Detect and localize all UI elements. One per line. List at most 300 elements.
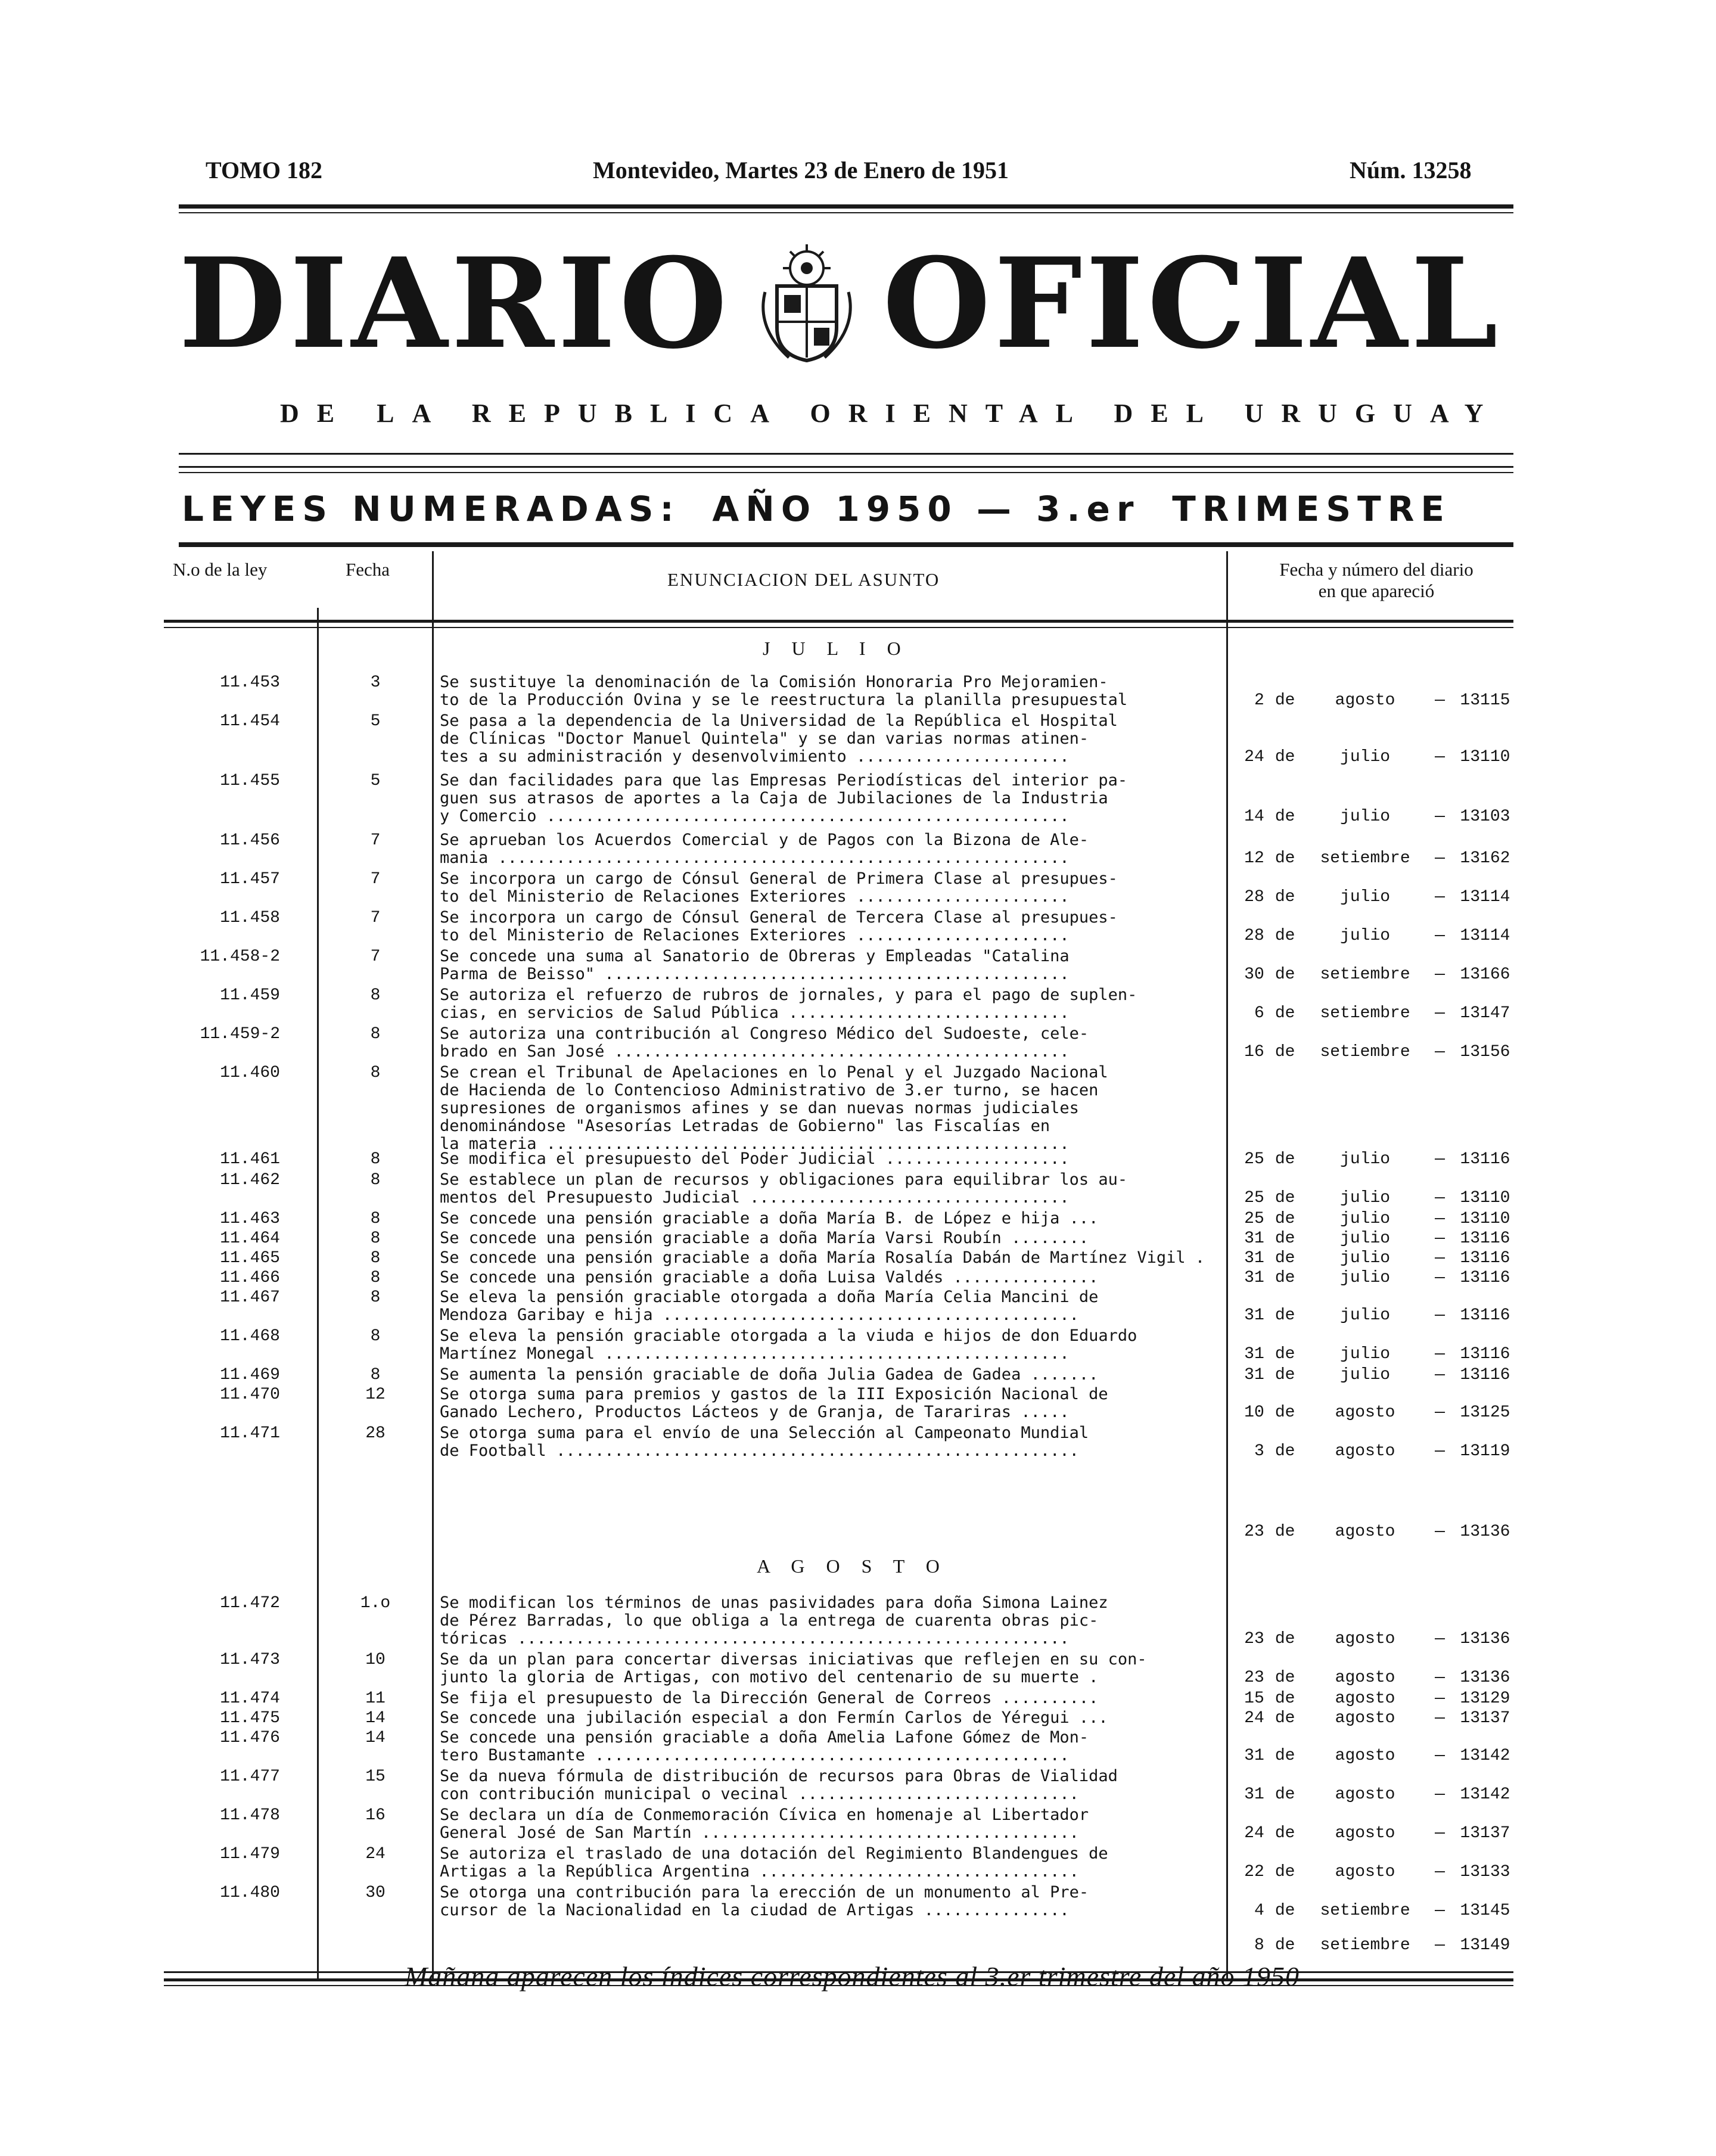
law-number: 11.460: [220, 1064, 280, 1082]
pub-number: 13129: [1460, 1689, 1510, 1708]
pub-de: de: [1274, 849, 1295, 868]
pub-dash: —: [1435, 1689, 1445, 1708]
pub-dash: —: [1435, 1523, 1445, 1541]
pub-day: 31: [1244, 1306, 1264, 1325]
pub-de: de: [1274, 1824, 1295, 1843]
law-number: 11.455: [220, 772, 280, 790]
law-subject: [440, 947, 1220, 983]
law-subject-line: la materia ......................................................: [440, 1135, 1070, 1153]
law-date: 8: [370, 1171, 381, 1189]
pub-month: julio: [1340, 1229, 1391, 1248]
law-subject: [440, 909, 1220, 945]
law-subject-line: Parma de Beisso" ................................................: [440, 965, 1070, 983]
law-subject-line: Se establece un plan de recursos y obligaciones para equilibrar los au-: [440, 1171, 1128, 1189]
law-subject-line: Se da nueva fórmula de distribución de recursos para Obras de Vialidad: [440, 1767, 1118, 1785]
section-heading: [182, 489, 1451, 529]
pub-dash: —: [1435, 1403, 1445, 1422]
pub-month: setiembre: [1320, 1936, 1410, 1955]
law-date: 14: [365, 1709, 386, 1728]
pub-dash: —: [1435, 1269, 1445, 1287]
law-date: 8: [370, 1025, 381, 1043]
pub-day: 4: [1254, 1902, 1264, 1920]
pub-de: de: [1274, 888, 1295, 906]
pub-number: 13137: [1460, 1824, 1510, 1843]
law-subject: [440, 1150, 1220, 1168]
law-number: 11.457: [220, 870, 280, 889]
law-11480-second-publication: [1233, 1936, 1519, 1955]
pub-dash: —: [1435, 1306, 1445, 1325]
pub-de: de: [1274, 1249, 1295, 1267]
pub-dash: —: [1435, 1824, 1445, 1843]
pub-number: 13114: [1460, 927, 1510, 945]
law-date: 5: [370, 772, 381, 790]
law-subject-line: Se concede una jubilación especial a don Fermín Carlos de Yéregui ...: [440, 1709, 1108, 1727]
law-subject: [440, 1385, 1220, 1421]
law-number: 11.459: [220, 986, 280, 1005]
pub-month: agosto: [1335, 1863, 1395, 1881]
law-number: 11.477: [220, 1767, 280, 1786]
coat-of-arms-icon: [753, 244, 860, 364]
law-subject: [440, 772, 1220, 825]
law-date: 11: [365, 1689, 386, 1708]
pub-day: 23: [1244, 1630, 1264, 1648]
law-subject: [440, 1025, 1220, 1061]
law-number: 11.459-2: [200, 1025, 280, 1043]
law-date: 14: [365, 1729, 386, 1747]
law-subject-line: Se sustituye la denominación de la Comisión Honoraria Pro Mejoramien-: [440, 673, 1108, 691]
law-subject: [440, 1845, 1220, 1881]
pub-de: de: [1274, 1689, 1295, 1708]
law-subject-line: tero Bustamante .................................................: [440, 1746, 1070, 1764]
law-publication: [1233, 1785, 1519, 1804]
pub-day: 31: [1244, 1345, 1264, 1363]
pub-month: setiembre: [1320, 1902, 1410, 1920]
pub-de: de: [1274, 1043, 1295, 1061]
law-subject-line: de Pérez Barradas, lo que obliga a la entrega de cuarenta obras pic-: [440, 1611, 1099, 1630]
pub-de: de: [1274, 1709, 1295, 1728]
pub-month: julio: [1340, 807, 1391, 826]
law-publication: [1233, 1689, 1519, 1708]
law-subject: [440, 1366, 1220, 1384]
law-number: 11.466: [220, 1269, 280, 1287]
pub-day: 31: [1244, 1249, 1264, 1267]
law-subject: [440, 673, 1220, 709]
pub-de: de: [1274, 965, 1295, 984]
pub-number: 13110: [1460, 1210, 1510, 1228]
pub-dash: —: [1435, 1345, 1445, 1363]
heading-rule: [179, 542, 1513, 547]
pub-day: 22: [1244, 1863, 1264, 1881]
column-header-published-line2: en que apareció: [1318, 580, 1435, 601]
law-subject-line: Se declara un día de Conmemoración Cívica en homenaje al Libertador: [440, 1806, 1089, 1824]
law-number: 11.454: [220, 712, 280, 731]
pub-day: 8: [1254, 1936, 1264, 1955]
pub-day: 2: [1254, 691, 1264, 710]
law-subject-line: y Comercio ......................................................: [440, 807, 1070, 825]
pub-day: 23: [1244, 1669, 1264, 1687]
pub-day: 25: [1244, 1189, 1264, 1207]
pub-month: setiembre: [1320, 965, 1410, 984]
law-subject: [440, 1424, 1220, 1460]
pub-dash: —: [1435, 1150, 1445, 1169]
pub-dash: —: [1435, 1747, 1445, 1765]
law-subject-line: guen sus atrasos de aportes a la Caja de Jubilaciones de la Industria: [440, 789, 1108, 807]
column-divider-1: [317, 608, 319, 1978]
pub-number: 13116: [1460, 1229, 1510, 1248]
pub-number: 13162: [1460, 849, 1510, 868]
law-subject-line: Se concede una pensión graciable a doña María Varsi Roubín ........: [440, 1229, 1089, 1247]
pub-de: de: [1274, 1306, 1295, 1325]
law-number: 11.458: [220, 909, 280, 927]
law-subject: [440, 1709, 1220, 1727]
law-date: 8: [370, 1150, 381, 1169]
law-subject-line: supresiones de organismos afines y se dan nuevas normas judiciales: [440, 1099, 1079, 1117]
law-subject-line: con contribución municipal o vecinal .............................: [440, 1785, 1079, 1803]
pub-de: de: [1274, 1366, 1295, 1384]
pub-number: 13133: [1460, 1863, 1510, 1881]
pub-day: 31: [1244, 1785, 1264, 1804]
law-number: 11.480: [220, 1884, 280, 1902]
law-date: 1.o: [360, 1594, 391, 1613]
pub-day: 24: [1244, 1709, 1264, 1728]
pub-dash: —: [1435, 849, 1445, 868]
column-header-subject: ENUNCIACION DEL ASUNTO: [667, 569, 940, 590]
law-subject-line: Se concede una pensión graciable a doña Luisa Valdés ...............: [440, 1269, 1099, 1287]
pub-month: julio: [1340, 748, 1391, 766]
law-subject-line: Se concede una pensión graciable a doña María B. de López e hija ...: [440, 1210, 1099, 1228]
pub-day: 15: [1244, 1689, 1264, 1708]
law-publication: [1233, 1043, 1519, 1061]
pub-month: julio: [1340, 888, 1391, 906]
law-subject: [440, 1729, 1220, 1764]
law-date: 12: [365, 1385, 386, 1404]
pub-de: de: [1274, 927, 1295, 945]
pub-day: 14: [1244, 807, 1264, 826]
law-number: 11.472: [220, 1594, 280, 1613]
pub-day: 31: [1244, 1366, 1264, 1384]
pub-de: de: [1274, 1345, 1295, 1363]
pub-dash: —: [1435, 1709, 1445, 1728]
law-number: 11.470: [220, 1385, 280, 1404]
law-number: 11.471: [220, 1424, 280, 1443]
law-subject: [440, 986, 1220, 1022]
law-subject: [440, 1327, 1220, 1363]
pub-month: agosto: [1335, 1785, 1395, 1804]
pub-month: julio: [1340, 1189, 1391, 1207]
pub-day: 31: [1244, 1269, 1264, 1287]
law-subject-line: Se otorga suma para el envío de una Selección al Campeonato Mundial: [440, 1424, 1089, 1442]
law-publication: [1233, 888, 1519, 906]
law-subject-line: to de la Producción Ovina y se le reestructura la planilla presupuestal: [440, 691, 1128, 709]
pub-day: 6: [1254, 1004, 1264, 1023]
pub-de: de: [1274, 1442, 1295, 1461]
pub-de: de: [1274, 1150, 1295, 1169]
pub-number: 13166: [1460, 965, 1510, 984]
pub-number: 13110: [1460, 1189, 1510, 1207]
law-date: 7: [370, 909, 381, 927]
law-date: 3: [370, 673, 381, 692]
pub-number: 13125: [1460, 1403, 1510, 1422]
law-number: 11.473: [220, 1651, 280, 1669]
pub-number: 13116: [1460, 1345, 1510, 1363]
law-subject-line: Mendoza Garibay e hija ...........................................: [440, 1306, 1079, 1324]
law-publication: [1233, 748, 1519, 766]
top-rule: [179, 204, 1513, 209]
pub-month: setiembre: [1320, 849, 1410, 868]
law-subject: [440, 1229, 1220, 1247]
pub-dash: —: [1435, 1630, 1445, 1648]
pub-month: agosto: [1335, 1709, 1395, 1728]
law-subject: [440, 1884, 1220, 1919]
law-subject-line: Se incorpora un cargo de Cónsul General de Primera Clase al presupues-: [440, 870, 1118, 888]
law-number: 11.475: [220, 1709, 280, 1728]
pub-month: julio: [1340, 1249, 1391, 1267]
pub-dash: —: [1435, 1669, 1445, 1687]
law-publication: [1233, 1630, 1519, 1648]
law-number: 11.467: [220, 1288, 280, 1307]
law-subject-line: denominándose "Asesorías Letradas de Gobierno" las Fiscalías en: [440, 1117, 1050, 1135]
masthead-rule-1: [179, 453, 1513, 455]
law-subject: [440, 1594, 1220, 1648]
law-subject-line: junto la gloria de Artigas, con motivo del centenario de su muerte .: [440, 1668, 1099, 1686]
pub-dash: —: [1435, 1004, 1445, 1023]
pub-de: de: [1274, 691, 1295, 710]
law-subject-line: Martínez Monegal ................................................: [440, 1344, 1070, 1363]
pub-de: de: [1274, 1785, 1295, 1804]
law-subject-line: Se concede una suma al Sanatorio de Obreras y Empleadas "Catalina: [440, 947, 1070, 965]
pub-month: setiembre: [1320, 1004, 1410, 1023]
law-publication: [1233, 1747, 1519, 1765]
pub-day: 10: [1244, 1403, 1264, 1422]
pub-de: de: [1274, 1210, 1295, 1228]
pub-day: 25: [1244, 1210, 1264, 1228]
pub-month: julio: [1340, 1345, 1391, 1363]
pub-month: agosto: [1335, 1442, 1395, 1461]
place-date: Montevideo, Martes 23 de Enero de 1951: [593, 157, 1009, 184]
pub-dash: —: [1435, 1863, 1445, 1881]
law-publication: [1233, 1229, 1519, 1248]
pub-month: agosto: [1335, 1747, 1395, 1765]
law-subject: [440, 712, 1220, 766]
law-publication: [1233, 927, 1519, 945]
law-subject-line: brado en San José ...............................................: [440, 1042, 1070, 1061]
masthead-word-left: DIARIO: [179, 231, 731, 377]
pub-day: 31: [1244, 1229, 1264, 1248]
column-header-date: Fecha: [346, 559, 390, 580]
law-date: 8: [370, 1064, 381, 1082]
law-subject-line: de Clínicas "Doctor Manuel Quintela" y se dan varias normas atinen-: [440, 729, 1089, 748]
pub-de: de: [1274, 807, 1295, 826]
law-number: 11.478: [220, 1806, 280, 1825]
pub-number: 13142: [1460, 1785, 1510, 1804]
law-date: 8: [370, 1288, 381, 1307]
pub-month: julio: [1340, 1210, 1391, 1228]
pub-de: de: [1274, 1669, 1295, 1687]
law-date: 7: [370, 947, 381, 966]
law-publication: [1233, 691, 1519, 710]
pub-month: agosto: [1335, 1824, 1395, 1843]
pub-de: de: [1274, 1269, 1295, 1287]
law-publication: [1233, 1345, 1519, 1363]
pub-number: 13110: [1460, 748, 1510, 766]
section-heading-right: TRIMESTRE: [1172, 489, 1451, 529]
footer-note: Mañana aparecen los índices correspondientes al 3.er trimestre del año 1950: [404, 1961, 1300, 1992]
pub-month: agosto: [1335, 1403, 1395, 1422]
column-divider-3: [1226, 551, 1228, 1978]
law-subject-line: Se fija el presupuesto de la Dirección General de Correos ..........: [440, 1689, 1099, 1707]
law-subject-line: Se concede una pensión graciable a doña Amelia Lafone Gómez de Mon-: [440, 1729, 1089, 1747]
pub-de: de: [1274, 1747, 1295, 1765]
law-subject-line: Se concede una pensión graciable a doña María Rosalía Dabán de Martínez Vigil .: [440, 1249, 1205, 1267]
law-subject: [440, 1249, 1220, 1267]
law-publication: [1233, 1150, 1519, 1169]
law-date: 24: [365, 1845, 386, 1863]
law-subject-line: Se eleva la pensión graciable otorgada a la viuda e hijos de don Eduardo: [440, 1327, 1137, 1345]
pub-de: de: [1274, 1403, 1295, 1422]
law-subject-line: Se autoriza el traslado de una dotación del Regimiento Blandengues de: [440, 1845, 1108, 1863]
column-divider-2: [432, 551, 434, 1978]
law-publication: [1233, 1366, 1519, 1384]
law-number: 11.458-2: [200, 947, 280, 966]
law-subject: [440, 1210, 1220, 1228]
issue-number: Núm. 13258: [1350, 157, 1472, 184]
pub-day: 25: [1244, 1150, 1264, 1169]
pub-number: 13149: [1460, 1936, 1510, 1955]
law-publication: [1233, 1824, 1519, 1843]
pub-number: 13116: [1460, 1150, 1510, 1169]
law-subject: [440, 870, 1220, 906]
pub-number: 13116: [1460, 1269, 1510, 1287]
law-date: 30: [365, 1884, 386, 1902]
law-date: 7: [370, 831, 381, 850]
law-number: 11.465: [220, 1249, 280, 1267]
law-subject-line: Se modifican los términos de unas pasividades para doña Simona Lainez: [440, 1594, 1108, 1612]
pub-number: 13116: [1460, 1306, 1510, 1325]
pub-day: 28: [1244, 888, 1264, 906]
pub-number: 13156: [1460, 1043, 1510, 1061]
law-subject-line: cias, en servicios de Salud Pública .............................: [440, 1004, 1070, 1022]
pub-day: 12: [1244, 849, 1264, 868]
pub-day: 3: [1254, 1442, 1264, 1461]
law-date: 8: [370, 1249, 381, 1267]
column-header-published: [1233, 559, 1519, 602]
law-number: 11.461: [220, 1150, 280, 1169]
law-date: 10: [365, 1651, 386, 1669]
pub-dash: —: [1435, 1210, 1445, 1228]
law-number: 11.463: [220, 1210, 280, 1228]
law-subject-line: to del Ministerio de Relaciones Exteriores ......................: [440, 887, 1070, 906]
law-subject-line: Se incorpora un cargo de Cónsul General de Tercera Clase al presupues-: [440, 909, 1118, 927]
law-number: 11.469: [220, 1366, 280, 1384]
pub-de: de: [1274, 1863, 1295, 1881]
law-date: 8: [370, 1327, 381, 1346]
law-subject-line: Se dan facilidades para que las Empresas Periodísticas del interior pa-: [440, 772, 1128, 790]
pub-dash: —: [1435, 1785, 1445, 1804]
law-subject-line: tóricas .........................................................: [440, 1629, 1070, 1648]
law-subject-line: Se da un plan para concertar diversas iniciativas que reflejen en su con-: [440, 1651, 1147, 1669]
law-date: 16: [365, 1806, 386, 1825]
law-publication: [1233, 1189, 1519, 1207]
law-subject-line: tes a su administración y desenvolvimiento ......................: [440, 747, 1070, 766]
pub-month: agosto: [1335, 1523, 1395, 1541]
pub-de: de: [1274, 1004, 1295, 1023]
law-publication: [1233, 1442, 1519, 1461]
pub-dash: —: [1435, 1043, 1445, 1061]
law-subject: [440, 1171, 1220, 1207]
pub-month: agosto: [1335, 1689, 1395, 1708]
law-subject-line: Artigas a la República Argentina .................................: [440, 1862, 1079, 1881]
law-subject: [440, 1767, 1220, 1803]
pub-month: julio: [1340, 1150, 1391, 1169]
law-publication: [1233, 1902, 1519, 1920]
law-number: 11.464: [220, 1229, 280, 1248]
law-number: 11.474: [220, 1689, 280, 1708]
pub-dash: —: [1435, 888, 1445, 906]
pub-number: 13116: [1460, 1249, 1510, 1267]
pub-number: 13136: [1460, 1523, 1510, 1541]
law-publication: [1233, 1863, 1519, 1881]
law-subject: [440, 831, 1220, 867]
pub-month: agosto: [1335, 1669, 1395, 1687]
law-subject-line: Se autoriza el refuerzo de rubros de jornales, y para el pago de suplen-: [440, 986, 1137, 1004]
pub-day: 28: [1244, 927, 1264, 945]
pub-dash: —: [1435, 807, 1445, 826]
top-rule-thin: [179, 212, 1513, 213]
law-subject: [440, 1269, 1220, 1287]
law-date: 8: [370, 986, 381, 1005]
pub-de: de: [1274, 1229, 1295, 1248]
pub-de: de: [1274, 1523, 1295, 1541]
masthead-subtitle: DE LA REPUBLICA ORIENTAL DEL URUGUAY: [280, 399, 1502, 428]
law-date: 5: [370, 712, 381, 731]
law-number: 11.456: [220, 831, 280, 850]
pub-month: julio: [1340, 927, 1391, 945]
column-header-law-number: N.o de la ley: [173, 559, 268, 580]
law-publication: [1233, 1004, 1519, 1023]
month-heading-august: A G O S T O: [757, 1555, 948, 1577]
law-date: 8: [370, 1269, 381, 1287]
law-date: 8: [370, 1210, 381, 1228]
pub-number: 13114: [1460, 888, 1510, 906]
column-header-rule: [164, 620, 1513, 623]
law-subject-line: cursor de la Nacionalidad en la ciudad de Artigas ...............: [440, 1901, 1070, 1919]
pub-dash: —: [1435, 691, 1445, 710]
pub-number: 13136: [1460, 1630, 1510, 1648]
law-date: 28: [365, 1424, 386, 1443]
law-subject-line: de Hacienda de lo Contencioso Administrativo de 3.er turno, se hacen: [440, 1081, 1099, 1099]
pub-dash: —: [1435, 1366, 1445, 1384]
section-heading-middle: AÑO 1950 — 3.er: [712, 489, 1140, 529]
law-subject-line: Ganado Lechero, Productos Lácteos y de Granja, de Tarariras .....: [440, 1403, 1070, 1421]
law-subject: [440, 1651, 1220, 1686]
law-date: 8: [370, 1366, 381, 1384]
law-number: 11.479: [220, 1845, 280, 1863]
pub-dash: —: [1435, 1442, 1445, 1461]
pub-de: de: [1274, 1902, 1295, 1920]
law-subject-line: Se otorga suma para premios y gastos de la III Exposición Nacional de: [440, 1385, 1108, 1403]
law-publication: [1233, 807, 1519, 826]
law-subject-line: Se autoriza una contribución al Congreso Médico del Sudoeste, cele-: [440, 1025, 1089, 1043]
pub-month: julio: [1340, 1366, 1391, 1384]
law-subject-line: Se otorga una contribución para la erección de un monumento al Pre-: [440, 1884, 1089, 1902]
pub-number: 13147: [1460, 1004, 1510, 1023]
pub-number: 13136: [1460, 1669, 1510, 1687]
law-date: 15: [365, 1767, 386, 1786]
pub-dash: —: [1435, 1229, 1445, 1248]
pub-number: 13119: [1460, 1442, 1510, 1461]
masthead-rule-3: [179, 472, 1513, 473]
pub-number: 13115: [1460, 691, 1510, 710]
